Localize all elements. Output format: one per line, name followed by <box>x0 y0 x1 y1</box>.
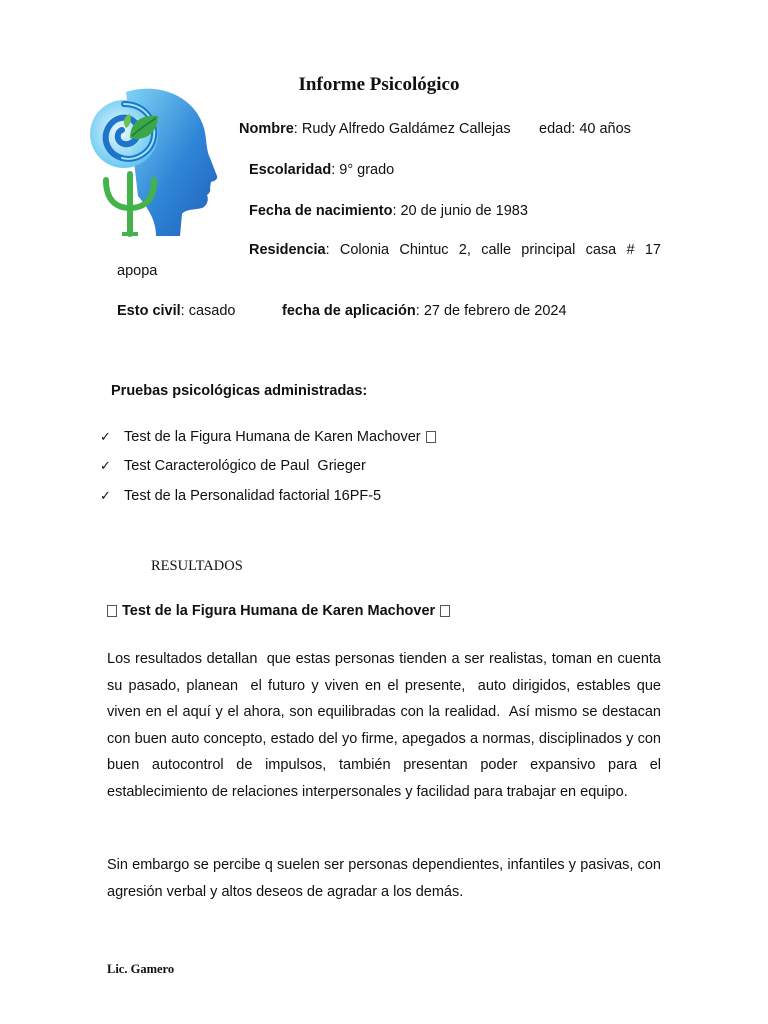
results-paragraph-1: Los resultados detallan que estas personas tienden a ser realistas, toman en cuenta su pasado, planean el futuro y viven en el presente, auto dirigidos, estables que viven en el aquí y el ahora, son equilibradas con la realidad. Así mismo se destacan con buen auto concepto, estado del yo firme, apegados a normas, disciplinados y con buen autocontrol de impulsos, también presentan poder expansivo para el establecimiento de relaciones interpersonales y facilidad para trabajar en equipo. <box>107 651 666 800</box>
nombre-field <box>239 121 511 137</box>
fecha-aplicacion-value: : 27 de febrero de 2024 <box>415 303 567 319</box>
estado-civil-value: : casado <box>180 303 236 319</box>
escolaridad-field <box>249 162 394 178</box>
fecha-nacimiento-label: Fecha de nacimiento <box>249 203 393 219</box>
test-label: Test Caracterológico de Paul Grieger <box>124 458 366 475</box>
edad-field: edad: 40 años <box>539 121 631 137</box>
residencia-value: : Colonia Chintuc 2, calle principal casa # 17 <box>325 242 661 258</box>
fecha-nacimiento-field <box>249 203 528 219</box>
test-label: Test de la Personalidad factorial 16PF-5 <box>124 487 382 504</box>
residencia-continuation: apopa <box>117 263 158 279</box>
test-label: Test de la Figura Humana de Karen Machover <box>124 428 421 445</box>
residencia-field <box>249 242 661 258</box>
checkmark-icon: ✓ <box>100 458 111 474</box>
report-title: Informe Psicológico <box>298 74 460 95</box>
psychology-head-logo <box>86 84 220 240</box>
missing-glyph-icon <box>426 431 436 443</box>
fecha-aplicacion-field <box>282 303 567 319</box>
signature: Lic. Gamero <box>107 962 175 976</box>
estado-civil-label: Esto civil <box>117 303 181 319</box>
results-heading: RESULTADOS <box>151 558 243 574</box>
results-subheading-text: Test de la Figura Humana de Karen Machover <box>122 603 436 619</box>
checkmark-icon: ✓ <box>100 487 111 503</box>
results-subheading <box>107 603 450 619</box>
tests-heading <box>111 383 367 399</box>
nombre-value: : Rudy Alfredo Galdámez Callejas <box>293 121 511 137</box>
checkmark-icon: ✓ <box>100 428 111 444</box>
psychology-head-icon <box>86 84 220 240</box>
fecha-nacimiento-value: : 20 de junio de 1983 <box>392 203 528 219</box>
list-item <box>100 422 500 452</box>
estado-civil-field <box>117 303 236 319</box>
results-paragraph-2: Sin embargo se percibe q suelen ser personas dependientes, infantiles y pasivas, con agresión verbal y altos deseos de agradar a los demás. <box>107 857 661 900</box>
list-item <box>100 481 500 511</box>
missing-glyph-icon <box>440 605 450 617</box>
nombre-label: Nombre <box>239 121 294 137</box>
missing-glyph-icon <box>107 605 117 617</box>
residencia-label: Residencia <box>249 242 326 258</box>
fecha-aplicacion-label: fecha de aplicación <box>282 303 416 319</box>
list-item <box>100 452 500 482</box>
escolaridad-label: Escolaridad <box>249 162 332 178</box>
tests-heading-text: Pruebas psicológicas administradas: <box>111 383 368 399</box>
escolaridad-value: : 9° grado <box>331 162 395 178</box>
tests-list <box>100 422 500 511</box>
